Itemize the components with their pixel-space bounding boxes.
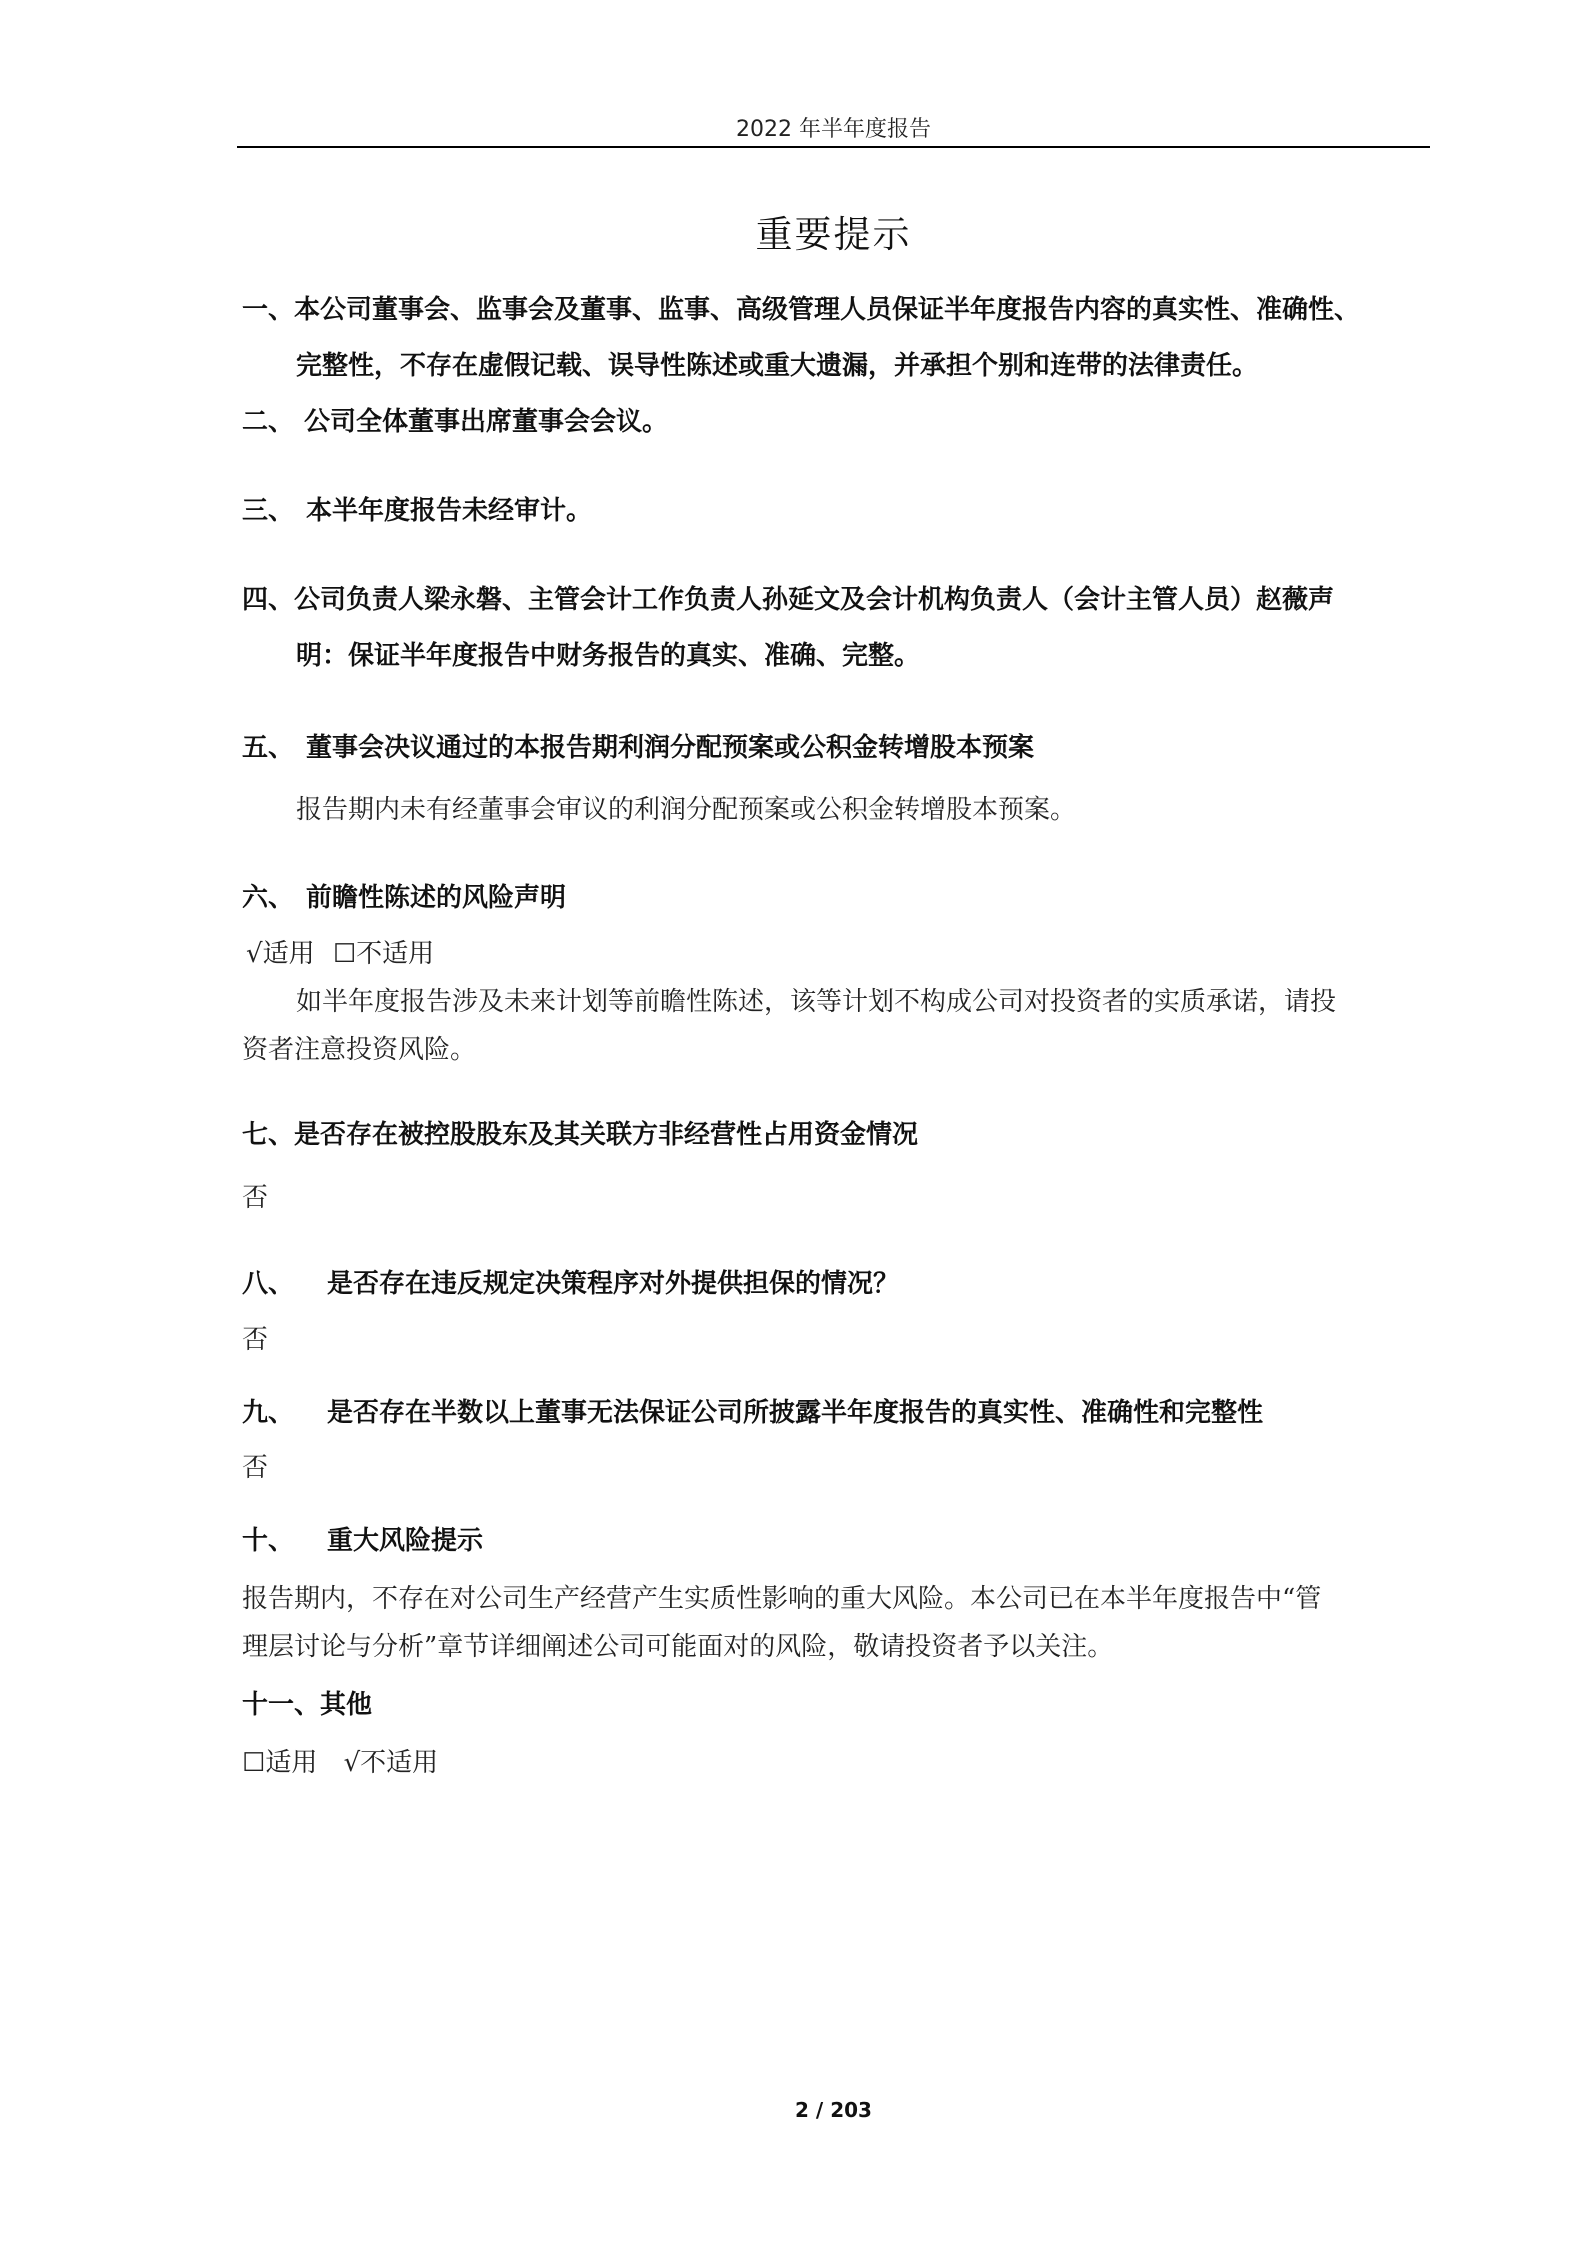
section-1: [242, 282, 1432, 394]
applicability-row: [246, 930, 434, 978]
header-divider: [237, 146, 1430, 148]
section-2: [242, 394, 1432, 450]
section-number: 十、: [242, 1526, 295, 1556]
not-applicable-label: 不适用: [356, 939, 435, 969]
section-text: 董事会决议通过的本报告期利润分配预案或公积金转增股本预案: [306, 733, 1035, 763]
running-header: 2022 年半年度报告: [736, 117, 931, 142]
section-text: 是否存在违反规定决策程序对外提供担保的情况？: [327, 1269, 900, 1299]
section-number: 七、: [242, 1120, 295, 1150]
section-10-body-continued: 理层讨论与分析”章节详细阐述公司可能面对的风险，敬请投资者予以关注。: [242, 1632, 1114, 1662]
section-text: 重大风险提示: [327, 1526, 484, 1556]
section-5-body: 报告期内未有经董事会审议的利润分配预案或公积金转增股本预案。: [296, 795, 1077, 825]
checkbox-empty-icon: ☐: [332, 939, 357, 969]
section-7-answer: 否: [242, 1183, 269, 1213]
section-9: [242, 1385, 1432, 1441]
section-text: 公司负责人梁永磐、主管会计工作负责人孙延文及会计机构负责人（会计主管人员）赵薇声: [294, 585, 1335, 615]
section-10: [242, 1513, 1432, 1569]
applicability-row: [242, 1739, 438, 1787]
section-text: 其他: [320, 1690, 373, 1720]
section-8: [242, 1256, 1432, 1312]
section-number: 八、: [242, 1269, 295, 1299]
applicable-label: 适用: [262, 939, 315, 969]
section-6: [242, 870, 1432, 926]
section-text: 是否存在被控股股东及其关联方非经营性占用资金情况: [294, 1120, 919, 1150]
not-applicable-label: 不适用: [360, 1748, 439, 1778]
page-title: 重要提示: [755, 213, 912, 256]
section-number: 五、: [242, 733, 295, 763]
section-7: [242, 1107, 1432, 1163]
section-number: 三、: [242, 496, 295, 526]
checkmark-icon: √: [343, 1748, 361, 1778]
applicable-label: 适用: [265, 1748, 318, 1778]
section-3: [242, 483, 1432, 539]
section-text: 前瞻性陈述的风险声明: [306, 883, 567, 913]
checkbox-empty-icon: ☐: [242, 1748, 266, 1778]
section-number: 四、: [242, 585, 295, 615]
section-number: 六、: [242, 883, 295, 913]
section-11: [242, 1677, 1432, 1733]
section-4: [242, 572, 1432, 684]
checkmark-icon: √: [246, 939, 263, 969]
section-number: 九、: [242, 1398, 295, 1428]
section-text: 公司全体董事出席董事会会议。: [304, 407, 669, 437]
section-5: [242, 720, 1432, 776]
section-6-body-continued: 资者注意投资风险。: [242, 1035, 477, 1065]
section-text: 本半年度报告未经审计。: [306, 496, 593, 526]
section-text-continued: 明：保证半年度报告中财务报告的真实、准确、完整。: [296, 641, 921, 671]
section-text: 是否存在半数以上董事无法保证公司所披露半年度报告的真实性、准确性和完整性: [327, 1398, 1264, 1428]
page-number: 2 / 203: [795, 2098, 872, 2122]
section-number: 十一、: [242, 1690, 321, 1720]
section-9-answer: 否: [242, 1453, 269, 1483]
section-10-body: 报告期内，不存在对公司生产经营产生实质性影响的重大风险。本公司已在本半年度报告中“管: [242, 1584, 1322, 1614]
section-text: 本公司董事会、监事会及董事、监事、高级管理人员保证半年度报告内容的真实性、准确性、: [294, 295, 1361, 325]
section-number: 一、: [242, 295, 295, 325]
section-text-continued: 完整性，不存在虚假记载、误导性陈述或重大遗漏，并承担个别和连带的法律责任。: [296, 351, 1259, 381]
section-6-body: 如半年度报告涉及未来计划等前瞻性陈述，该等计划不构成公司对投资者的实质承诺，请投: [296, 987, 1337, 1017]
section-8-answer: 否: [242, 1325, 269, 1355]
section-number: 二、: [242, 407, 295, 437]
